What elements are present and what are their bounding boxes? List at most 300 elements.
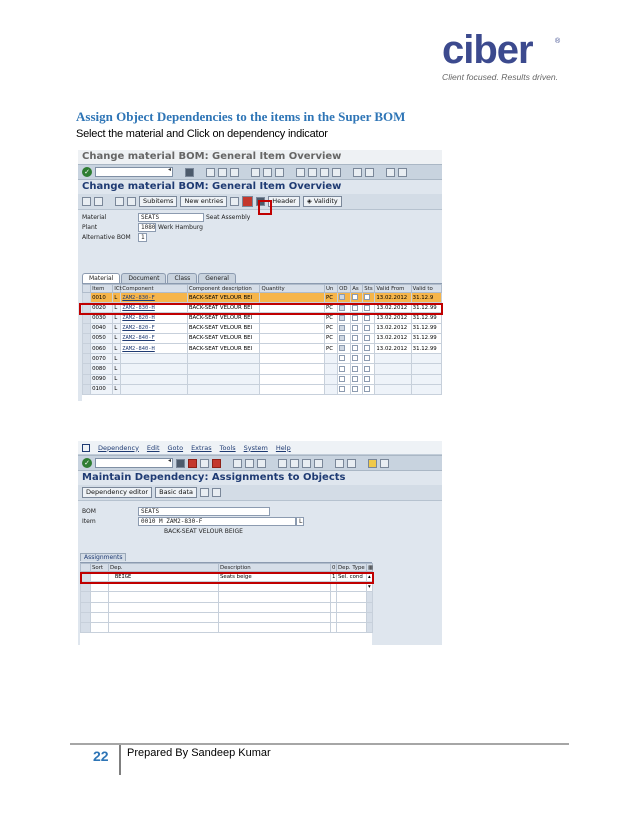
as-checkbox[interactable] <box>351 343 363 353</box>
footer-divider <box>70 743 569 745</box>
checkbox[interactable] <box>352 386 358 392</box>
plant-field[interactable]: 1080 <box>138 223 156 232</box>
col-component: Component <box>121 285 188 293</box>
row-selector[interactable] <box>81 572 91 582</box>
row-selector[interactable] <box>83 323 91 333</box>
checkbox[interactable] <box>352 335 358 341</box>
as-checkbox[interactable] <box>351 333 363 343</box>
checkbox[interactable] <box>339 325 345 331</box>
menu-dependency[interactable]: Dependency <box>98 443 139 452</box>
item-field: 0010 M ZAM2-830-F <box>138 517 296 526</box>
ict-cell[interactable]: L <box>113 384 121 394</box>
validity-button[interactable]: ◈ Validity <box>303 196 342 207</box>
checkbox[interactable] <box>339 376 345 382</box>
table-row[interactable] <box>83 293 442 303</box>
od-checkbox[interactable] <box>338 354 351 364</box>
subitems-button[interactable]: Subitems <box>139 196 177 207</box>
copy-icon[interactable] <box>230 197 239 206</box>
checkbox[interactable] <box>339 294 345 300</box>
page-number: 22 <box>93 748 109 764</box>
quantity-cell[interactable] <box>260 293 325 303</box>
component-cell[interactable]: ZAM2-840-H <box>121 343 188 353</box>
menu-goto[interactable]: Goto <box>167 443 184 452</box>
sts-checkbox[interactable] <box>363 303 375 313</box>
layout-icon-2[interactable] <box>380 459 389 468</box>
component-cell[interactable]: ZAM2-830-H <box>121 303 188 313</box>
footer-author: Prepared By Sandeep Kumar <box>127 747 271 759</box>
valid-from-cell[interactable]: 13.02.2012 <box>375 343 411 353</box>
back-icon-2[interactable] <box>188 459 197 468</box>
col-quantity: Quantity <box>260 285 325 293</box>
shortcut-icon[interactable] <box>365 168 374 177</box>
dropdown-icon[interactable]: ◂ <box>167 166 171 173</box>
valid-from-cell[interactable] <box>375 364 411 374</box>
sort-cell[interactable] <box>91 572 109 582</box>
checkbox[interactable] <box>364 355 370 361</box>
component-cell[interactable]: ZAM2-830-F <box>121 293 188 303</box>
ict-cell[interactable]: L <box>113 364 121 374</box>
menu-tools[interactable]: Tools <box>219 443 236 452</box>
header-icon[interactable] <box>256 197 265 206</box>
assignments-header-row <box>81 564 373 572</box>
valid-from-cell[interactable]: 13.02.2012 <box>375 303 411 313</box>
component-cell[interactable]: ZAM2-820-H <box>121 313 188 323</box>
new-entries-button[interactable]: New entries <box>180 196 227 207</box>
unit-cell[interactable]: PC <box>324 293 337 303</box>
sts-checkbox[interactable] <box>363 384 375 394</box>
od-checkbox[interactable] <box>338 343 351 353</box>
valid-from-cell[interactable] <box>375 384 411 394</box>
od-checkbox[interactable] <box>338 313 351 323</box>
help-icon-2[interactable] <box>368 459 377 468</box>
bom-label: BOM <box>82 508 96 515</box>
enter-check-icon-2[interactable]: ✓ <box>82 458 92 468</box>
validity-icon: ◈ <box>306 197 312 205</box>
valid-from-cell[interactable]: 13.02.2012 <box>375 323 411 333</box>
shortcut-icon-2[interactable] <box>347 459 356 468</box>
print-icon[interactable] <box>251 168 260 177</box>
as-checkbox[interactable] <box>351 313 363 323</box>
material-label: Material <box>82 214 107 221</box>
col-sts: Sts <box>363 285 375 293</box>
ict-cell[interactable]: L <box>113 323 121 333</box>
unit-cell[interactable]: PC <box>324 303 337 313</box>
quantity-cell[interactable] <box>260 384 325 394</box>
item-cell[interactable]: 0020 <box>91 303 113 313</box>
assignments-section-label: Assignments <box>80 553 126 561</box>
col-description: Description <box>219 564 331 572</box>
checkbox[interactable] <box>364 325 370 331</box>
valid-to-cell[interactable]: 31.12.99 <box>411 323 441 333</box>
unit-cell[interactable] <box>324 374 337 384</box>
assignment-header-form <box>78 501 442 540</box>
component-description-cell[interactable]: BACK-SEAT VELOUR BEI <box>187 343 260 353</box>
sts-checkbox[interactable] <box>363 354 375 364</box>
find-next-icon[interactable] <box>275 168 284 177</box>
checkbox[interactable] <box>352 325 358 331</box>
unit-cell[interactable] <box>324 364 337 374</box>
component-description-cell[interactable] <box>187 364 260 374</box>
row-selector[interactable] <box>83 313 91 323</box>
last-page-icon-2[interactable] <box>314 459 323 468</box>
checkbox[interactable] <box>339 315 345 321</box>
screen-title-2: Maintain Dependency: Assignments to Objects <box>78 471 442 485</box>
new-session-icon-2[interactable] <box>335 459 344 468</box>
col-as: As <box>351 285 363 293</box>
unit-cell[interactable] <box>324 354 337 364</box>
enter-check-icon[interactable]: ✓ <box>82 167 92 177</box>
as-checkbox[interactable] <box>351 354 363 364</box>
col-unit: Un <box>324 285 337 293</box>
od-checkbox[interactable] <box>338 364 351 374</box>
col-valid-from: Valid From <box>375 285 411 293</box>
od-checkbox[interactable] <box>338 323 351 333</box>
table-row[interactable] <box>83 343 442 353</box>
valid-to-cell[interactable]: 31.12.99 <box>411 343 441 353</box>
logo-registered-mark: ® <box>555 38 561 45</box>
search-icon[interactable] <box>200 488 209 497</box>
find-icon-2[interactable] <box>245 459 254 468</box>
command-field-2[interactable] <box>95 458 173 468</box>
checkbox[interactable] <box>339 366 345 372</box>
component-description-cell[interactable]: BACK-SEAT VELOUR BEI <box>187 303 260 313</box>
last-page-icon[interactable] <box>332 168 341 177</box>
column-settings-icon[interactable]: ▦ <box>368 564 374 571</box>
od-checkbox[interactable] <box>338 293 351 303</box>
row-selector[interactable] <box>83 364 91 374</box>
bom-header-form <box>78 210 442 246</box>
detail-icon[interactable] <box>115 197 124 206</box>
table-row[interactable] <box>83 323 442 333</box>
od-checkbox[interactable] <box>338 374 351 384</box>
checkbox[interactable] <box>364 366 370 372</box>
menu-bar <box>78 441 442 455</box>
table-row[interactable] <box>83 384 442 394</box>
bom-items-table <box>82 284 442 395</box>
col-dep: Dep. <box>109 564 219 572</box>
next-page-icon[interactable] <box>320 168 329 177</box>
material-field[interactable]: SEATS <box>138 213 204 222</box>
logo-wordmark: ciber <box>442 28 533 72</box>
item-cell[interactable]: 0100 <box>91 384 113 394</box>
checkbox[interactable] <box>339 386 345 392</box>
help-icon[interactable] <box>386 168 395 177</box>
sap-bom-screen <box>78 150 442 401</box>
assignments-panel <box>80 562 372 645</box>
prev-page-icon-2[interactable] <box>290 459 299 468</box>
plant-label: Plant <box>82 224 98 231</box>
valid-to-cell[interactable] <box>411 354 441 364</box>
valid-from-cell[interactable] <box>375 354 411 364</box>
save-icon[interactable] <box>185 168 194 177</box>
item-cell[interactable]: 0070 <box>91 354 113 364</box>
quantity-cell[interactable] <box>260 364 325 374</box>
dep-cell[interactable]: BEIGE <box>109 572 219 582</box>
row-selector[interactable] <box>83 333 91 343</box>
row-selector[interactable] <box>83 374 91 384</box>
table-row[interactable] <box>81 592 373 602</box>
col-od: OD <box>338 285 351 293</box>
menu-extras[interactable]: Extras <box>191 443 212 452</box>
as-checkbox[interactable] <box>351 384 363 394</box>
unit-cell[interactable] <box>324 384 337 394</box>
component-cell[interactable] <box>121 374 188 384</box>
table-header-row <box>83 285 442 293</box>
logo-tagline: Client focused. Results driven. <box>442 72 559 82</box>
delete-icon[interactable] <box>212 488 221 497</box>
application-toolbar-2 <box>78 485 442 501</box>
sts-checkbox[interactable] <box>363 343 375 353</box>
assignments-table <box>80 563 373 633</box>
col-dep-type: Dep. Type <box>338 564 365 571</box>
item-cell[interactable]: 0080 <box>91 364 113 374</box>
col-ict: ICt <box>114 285 122 292</box>
select-all-cell-2[interactable] <box>81 564 91 572</box>
valid-from-cell[interactable]: 13.02.2012 <box>375 333 411 343</box>
unit-cell[interactable]: PC <box>324 323 337 333</box>
component-cell[interactable]: ZAM2-820-F <box>121 323 188 333</box>
header-button[interactable]: Header <box>268 196 300 207</box>
component-description-cell[interactable] <box>187 384 260 394</box>
menu-help[interactable]: Help <box>275 443 291 452</box>
screen-title: Change material BOM: General Item Overview <box>78 180 442 194</box>
checkbox[interactable] <box>352 315 358 321</box>
col-valid-to: Valid to <box>411 285 441 293</box>
window-title: Change material BOM: General Item Overview <box>78 150 442 164</box>
checkbox[interactable] <box>364 305 370 311</box>
exit-icon[interactable] <box>218 168 227 177</box>
row-selector[interactable] <box>83 343 91 353</box>
checkbox[interactable] <box>339 335 345 341</box>
dependency-indicator-button[interactable] <box>242 196 253 207</box>
as-checkbox[interactable] <box>351 303 363 313</box>
ict-cell[interactable]: L <box>113 293 121 303</box>
tab-general[interactable]: General <box>198 273 236 283</box>
items-table-panel <box>82 283 442 401</box>
command-toolbar <box>78 164 442 180</box>
item-cell[interactable]: 0040 <box>91 323 113 333</box>
valid-from-cell[interactable]: 13.02.2012 <box>375 313 411 323</box>
command-field[interactable] <box>95 167 173 177</box>
component-cell[interactable]: ZAM2-840-F <box>121 333 188 343</box>
menu-edit[interactable]: Edit <box>146 443 160 452</box>
checkbox[interactable] <box>352 305 358 311</box>
window-menu-icon[interactable] <box>82 444 90 452</box>
od-checkbox[interactable] <box>338 303 351 313</box>
footer-vertical-divider <box>119 745 121 775</box>
sts-checkbox[interactable] <box>363 374 375 384</box>
col-sort: Sort <box>91 564 109 572</box>
valid-to-cell[interactable]: 31.12.99 <box>411 313 441 323</box>
valid-to-cell[interactable] <box>411 364 441 374</box>
quantity-cell[interactable] <box>260 303 325 313</box>
table-row[interactable] <box>83 303 442 313</box>
sts-checkbox[interactable] <box>363 323 375 333</box>
table-row[interactable] <box>81 582 373 592</box>
cancel-icon[interactable] <box>230 168 239 177</box>
item-cell[interactable]: 0010 <box>91 293 113 303</box>
alternative-bom-label: Alternative BOM <box>82 234 131 241</box>
valid-to-cell[interactable]: 31.12.9 <box>411 293 441 303</box>
item-icon[interactable] <box>94 197 103 206</box>
table-row[interactable] <box>83 374 442 384</box>
as-checkbox[interactable] <box>351 323 363 333</box>
table-row[interactable] <box>83 313 442 323</box>
ict-cell[interactable]: L <box>113 303 121 313</box>
checkbox[interactable] <box>352 355 358 361</box>
component-description-cell[interactable] <box>187 374 260 384</box>
scroll-down-icon[interactable]: ▾ <box>367 582 373 592</box>
table-row[interactable] <box>81 572 373 582</box>
item-cell[interactable]: 0030 <box>91 313 113 323</box>
quantity-cell[interactable] <box>260 323 325 333</box>
component-description-cell[interactable]: BACK-SEAT VELOUR BEI <box>187 323 260 333</box>
checkbox[interactable] <box>364 294 370 300</box>
table-row[interactable] <box>81 612 373 622</box>
valid-to-cell[interactable] <box>411 374 441 384</box>
component-description-cell[interactable]: BACK-SEAT VELOUR BEI <box>187 313 260 323</box>
checkbox[interactable] <box>352 345 358 351</box>
find-icon[interactable] <box>263 168 272 177</box>
item-label: Item <box>82 518 96 525</box>
sts-checkbox[interactable] <box>363 333 375 343</box>
basic-data-button[interactable]: Basic data <box>155 487 197 498</box>
first-page-icon-2[interactable] <box>278 459 287 468</box>
cancel-icon-2[interactable] <box>212 459 221 468</box>
row-selector[interactable] <box>83 384 91 394</box>
as-checkbox[interactable] <box>351 374 363 384</box>
row-selector[interactable] <box>83 354 91 364</box>
tab-material[interactable]: Material <box>82 273 120 283</box>
layout-icon[interactable] <box>398 168 407 177</box>
instruction-text: Select the material and Click on dependency indicator <box>76 128 328 140</box>
row-selector[interactable] <box>83 293 91 303</box>
quantity-cell[interactable] <box>260 374 325 384</box>
valid-from-cell[interactable]: 13.02.2012 <box>375 293 411 303</box>
sts-checkbox[interactable] <box>363 364 375 374</box>
zero-cell[interactable]: 1 <box>331 572 337 582</box>
item-cell[interactable]: 0060 <box>91 343 113 353</box>
plant-description: Werk Hamburg <box>158 224 203 231</box>
sap-dependency-screen <box>78 441 442 645</box>
valid-to-cell[interactable] <box>411 384 441 394</box>
scroll-up-icon[interactable]: ▴ <box>367 572 373 582</box>
checkbox[interactable] <box>364 315 370 321</box>
next-page-icon-2[interactable] <box>302 459 311 468</box>
valid-from-cell[interactable] <box>375 374 411 384</box>
checkbox[interactable] <box>364 335 370 341</box>
ict-cell[interactable]: L <box>113 354 121 364</box>
quantity-cell[interactable] <box>260 343 325 353</box>
dropdown-icon-2[interactable]: ◂ <box>167 457 171 464</box>
prev-page-icon[interactable] <box>308 168 317 177</box>
quantity-cell[interactable] <box>260 354 325 364</box>
row-selector[interactable] <box>83 303 91 313</box>
checkbox[interactable] <box>364 345 370 351</box>
item-cell[interactable]: 0050 <box>91 333 113 343</box>
valid-to-cell[interactable]: 31.12.99 <box>411 303 441 313</box>
checkbox[interactable] <box>339 355 345 361</box>
checkbox[interactable] <box>364 386 370 392</box>
table-row[interactable] <box>83 354 442 364</box>
command-toolbar-2 <box>78 455 442 471</box>
table-row[interactable] <box>83 333 442 343</box>
od-checkbox[interactable] <box>338 333 351 343</box>
ict-cell[interactable]: L <box>113 374 121 384</box>
item-cell[interactable]: 0090 <box>91 374 113 384</box>
exit-icon-2[interactable] <box>200 459 209 468</box>
checkbox[interactable] <box>339 305 345 311</box>
ict-cell[interactable]: L <box>113 343 121 353</box>
tab-class[interactable]: Class <box>167 273 197 283</box>
component-description-cell[interactable] <box>187 354 260 364</box>
component-description-cell[interactable]: BACK-SEAT VELOUR BEI <box>187 293 260 303</box>
application-toolbar <box>78 194 442 210</box>
component-cell[interactable] <box>121 384 188 394</box>
item-flag-field: L <box>296 517 304 526</box>
menu-system[interactable]: System <box>243 443 268 452</box>
dep-type-cell[interactable]: Sel. cond <box>337 572 367 582</box>
checkbox[interactable] <box>352 376 358 382</box>
component-description-cell[interactable]: BACK-SEAT VELOUR BEI <box>187 333 260 343</box>
header-overview-icon[interactable] <box>82 197 91 206</box>
unit-cell[interactable]: PC <box>324 333 337 343</box>
quantity-cell[interactable] <box>260 313 325 323</box>
item-description: BACK-SEAT VELOUR BEIGE <box>164 528 243 535</box>
quantity-cell[interactable] <box>260 333 325 343</box>
find-next-icon-2[interactable] <box>257 459 266 468</box>
sts-checkbox[interactable] <box>363 293 375 303</box>
item-tabs <box>82 273 236 283</box>
col-item: Item <box>91 285 113 293</box>
back-icon[interactable] <box>206 168 215 177</box>
component-cell[interactable] <box>121 354 188 364</box>
od-checkbox[interactable] <box>338 384 351 394</box>
col-zero: 0 <box>332 564 336 571</box>
valid-to-cell[interactable]: 31.12.99 <box>411 333 441 343</box>
col-component-description: Component description <box>187 285 260 293</box>
table-row[interactable] <box>81 602 373 612</box>
tab-document[interactable]: Document <box>121 273 166 283</box>
dependency-editor-button[interactable]: Dependency editor <box>82 487 152 498</box>
table-row[interactable] <box>81 622 373 632</box>
save-icon-2[interactable] <box>176 459 185 468</box>
description-cell[interactable]: Seats beige <box>219 572 331 582</box>
first-page-icon[interactable] <box>296 168 305 177</box>
table-row[interactable] <box>83 364 442 374</box>
print-icon-2[interactable] <box>233 459 242 468</box>
checkbox[interactable] <box>352 366 358 372</box>
checkbox[interactable] <box>339 345 345 351</box>
select-all-cell[interactable] <box>83 285 91 293</box>
unit-cell[interactable]: PC <box>324 343 337 353</box>
sts-checkbox[interactable] <box>363 313 375 323</box>
checkbox[interactable] <box>364 376 370 382</box>
as-checkbox[interactable] <box>351 364 363 374</box>
component-cell[interactable] <box>121 364 188 374</box>
ict-cell[interactable]: L <box>113 313 121 323</box>
new-session-icon[interactable] <box>353 168 362 177</box>
alternative-bom-field[interactable]: 1 <box>138 233 147 242</box>
ciber-logo <box>442 28 592 82</box>
unit-cell[interactable]: PC <box>324 313 337 323</box>
material-description: Seat Assembly <box>206 214 251 221</box>
where-used-icon[interactable] <box>127 197 136 206</box>
ict-cell[interactable]: L <box>113 333 121 343</box>
checkbox[interactable] <box>352 294 358 300</box>
section-heading: Assign Object Dependencies to the items in the Super BOM <box>76 109 406 124</box>
as-checkbox[interactable] <box>351 293 363 303</box>
